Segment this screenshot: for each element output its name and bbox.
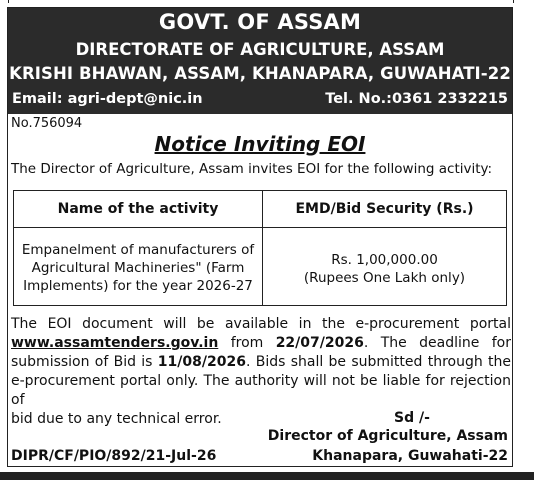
tel-line: Tel. No.:0361 2332215 bbox=[325, 91, 508, 107]
dipr-reference: DIPR/CF/PIO/892/21-Jul-26 bbox=[11, 448, 217, 464]
body-text: submission of Bid is bbox=[11, 354, 158, 370]
emd-amount: Rs. 1,00,000.00 bbox=[331, 252, 438, 268]
body-line bbox=[11, 334, 511, 353]
signatory-location: Khanapara, Guwahati-22 bbox=[312, 448, 508, 464]
body-line bbox=[11, 410, 511, 429]
body-text: . Bids shall be submitted through the bbox=[245, 354, 511, 370]
notice-header bbox=[8, 8, 512, 114]
intro-text: The Director of Agriculture, Assam invites EOI for the following activity: bbox=[11, 161, 493, 177]
deadline-date: 11/08/2026 bbox=[157, 354, 246, 370]
body-text: The EOI document will be available in the e-procurement portal bbox=[11, 316, 511, 332]
col-emd-header: EMD/Bid Security (Rs.) bbox=[295, 201, 474, 217]
activity-table bbox=[13, 190, 507, 306]
notice-frame bbox=[7, 7, 513, 467]
signature-sd: Sd /- bbox=[394, 410, 430, 426]
signatory-title: Director of Agriculture, Assam bbox=[267, 428, 508, 444]
table-column-divider bbox=[262, 191, 263, 305]
emd-words: (Rupees One Lakh only) bbox=[303, 270, 466, 286]
notice-title: Notice Inviting EOI bbox=[154, 132, 366, 156]
email-line: Email: agri-dept@nic.in bbox=[12, 91, 203, 107]
notice-number: No.756094 bbox=[11, 116, 83, 131]
top-rule bbox=[8, 0, 514, 3]
body-text: e-procurement portal only. The authority will not be liable for rejection of bbox=[11, 373, 511, 408]
body-line bbox=[11, 353, 511, 372]
address-line: KRISHI BHAWAN, ASSAM, KHANAPARA, GUWAHATI-22 bbox=[9, 64, 511, 83]
activity-line: Empanelment of manufacturers of bbox=[21, 242, 255, 258]
body-text: . The deadline for bbox=[363, 335, 511, 351]
body-text: bid due to any technical error. bbox=[11, 411, 222, 427]
body-line bbox=[11, 372, 511, 410]
emd-cell bbox=[263, 251, 506, 287]
body-text: from bbox=[218, 335, 276, 351]
govt-title: GOVT. OF ASSAM bbox=[158, 10, 362, 34]
table-header-row bbox=[14, 191, 506, 228]
portal-link[interactable]: www.assamtenders.gov.in bbox=[11, 335, 219, 351]
body-paragraph bbox=[11, 315, 511, 429]
activity-line: Implements) for the year 2026-27 bbox=[23, 278, 253, 294]
directorate-title: DIRECTORATE OF AGRICULTURE, ASSAM bbox=[75, 40, 445, 59]
col-activity-header: Name of the activity bbox=[57, 201, 219, 217]
activity-line: Agricultural Machineries" (Farm bbox=[31, 260, 245, 276]
bottom-bar bbox=[0, 472, 534, 480]
body-line bbox=[11, 315, 511, 334]
activity-cell bbox=[16, 241, 260, 295]
from-date: 22/07/2026 bbox=[275, 335, 364, 351]
